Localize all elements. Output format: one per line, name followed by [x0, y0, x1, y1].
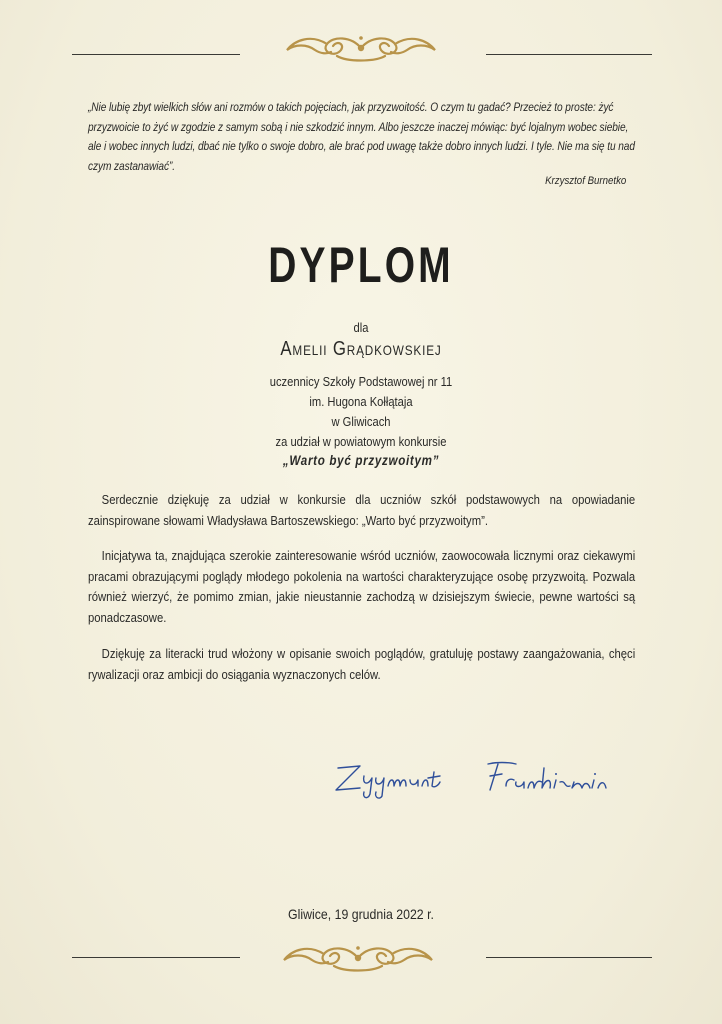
for-label: dla [353, 320, 369, 335]
school-info [51, 372, 672, 452]
handwritten-signature [330, 752, 650, 802]
top-right-rule [486, 54, 652, 55]
body-paragraph-2 [88, 546, 635, 628]
recipient-name: Amelii Grądkowskiej [280, 338, 442, 360]
diploma-title: DYPLOM [268, 237, 454, 293]
top-gold-flourish-icon [281, 30, 441, 66]
body-paragraph-3 [88, 644, 635, 685]
school-line: im. Hugona Kołłątaja [309, 394, 413, 409]
bottom-gold-flourish-icon [278, 940, 438, 976]
contest-name: „Warto być przyzwoitym” [282, 453, 440, 468]
place-and-date: Gliwice, 19 grudnia 2022 r. [288, 906, 434, 922]
paragraph-text: Serdecznie dziękuję za udział w konkursie dla uczniów szkół podstawowych na opowiadanie zainspirowane słowami Władysława Bartoszewskiego: „Warto być przyzwoitym”. [88, 492, 636, 528]
school-line: uczennicy Szkoły Podstawowej nr 11 [269, 374, 453, 389]
epigraph-quote: „Nie lubię zbyt wielkich słów ani rozmów o takich pojęciach, jak przyzwoitość. O czym tu gadać? Przecież to proste: żyć przyzwoicie to żyć w zgodzie z samym sobą i nie szkodzić innym. Albo jeszcze inaczej mówiąc: być lojalnym wobec siebie, ale i wobec innych ludzi, dbać nie tylko o swoje dobro, ale brać pod uwagę także dobro innych ludzi. I tyle. Nie ma się tu nad czym zastanawiać”. [88, 100, 635, 173]
school-line: za udział w powiatowym konkursie [275, 434, 447, 449]
bottom-right-rule [486, 957, 652, 958]
top-left-rule [72, 54, 240, 55]
epigraph-author: Krzysztof Burnetko [544, 175, 626, 187]
body-paragraph-1 [88, 490, 635, 531]
bottom-left-rule [72, 957, 240, 958]
school-line: w Gliwicach [331, 414, 391, 429]
paragraph-text: Dziękuję za literacki trud włożony w opisanie swoich poglądów, gratuluję postawy zaangażowania, chęci rywalizacji oraz ambicji do osiągania wyznaczonych celów. [88, 646, 636, 682]
paragraph-text: Inicjatywa ta, znajdująca szerokie zainteresowanie wśród uczniów, zaowocowała licznymi oraz ciekawymi pracami obrazującymi poglądy młodego pokolenia na wartości charakteryzujące osobę przyzwoitą. Pozwala również wierzyć, że pomimo zmian, jakie nieustannie zachodzą w dzisiejszym świecie, pewne wartości są ponadczasowe. [88, 548, 636, 625]
